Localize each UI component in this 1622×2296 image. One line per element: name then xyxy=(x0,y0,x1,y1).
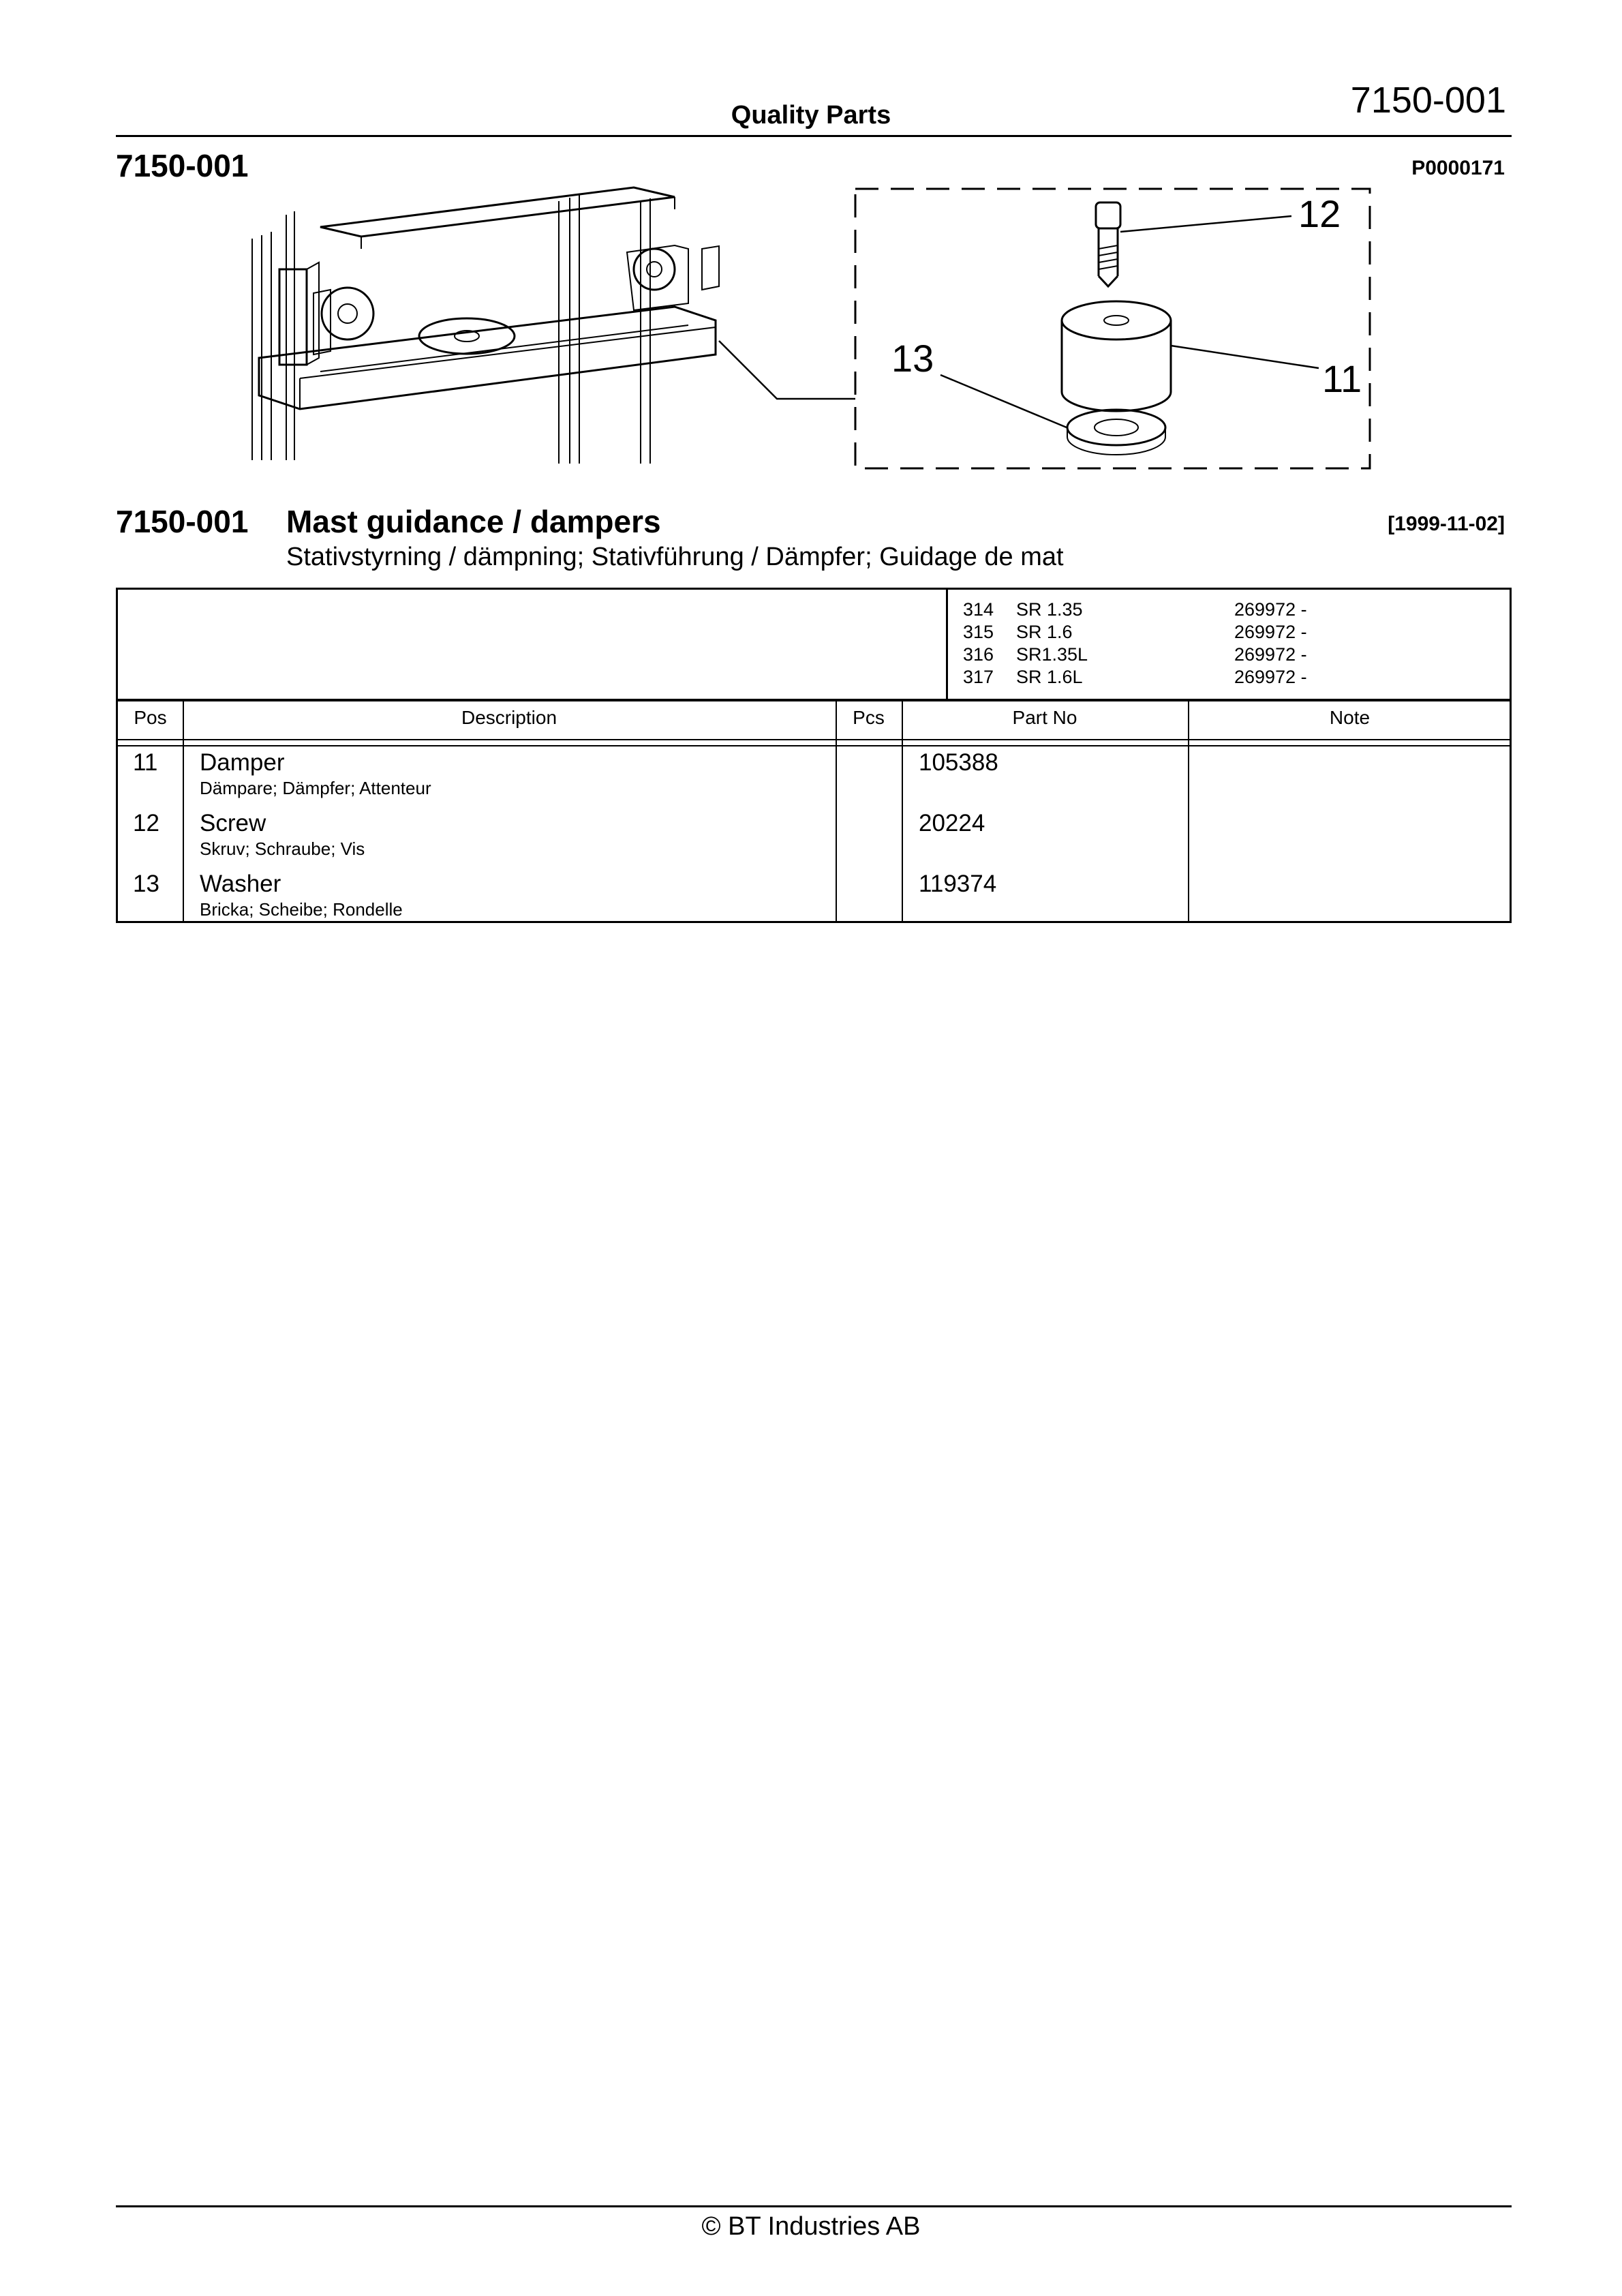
section-code: 7150-001 xyxy=(116,504,249,539)
header-title: Quality Parts xyxy=(731,101,891,130)
picture-id: P0000171 xyxy=(1411,157,1505,179)
row-part-no: 20224 xyxy=(919,810,985,836)
model-serial: 269972 - xyxy=(1234,599,1307,620)
model-number: 317 xyxy=(963,667,994,687)
model-row xyxy=(948,644,1493,666)
model-serial: 269972 - xyxy=(1234,667,1307,687)
row-translations: Bricka; Scheibe; Rondelle xyxy=(200,899,403,920)
column-divider xyxy=(902,701,903,921)
row-translations: Dämpare; Dämpfer; Attenteur xyxy=(200,778,431,798)
model-number: 315 xyxy=(963,622,994,642)
callout-11: 11 xyxy=(1322,357,1362,400)
row-description: Washer xyxy=(200,871,281,897)
row-pos: 12 xyxy=(133,810,159,836)
column-divider xyxy=(183,701,184,921)
model-applicability-table xyxy=(116,588,1512,701)
footer-divider xyxy=(116,2205,1512,2207)
column-header-pcs: Pcs xyxy=(853,707,885,728)
row-pos: 13 xyxy=(133,871,159,897)
screw-part-drawing xyxy=(1096,202,1120,286)
model-serial: 269972 - xyxy=(1234,644,1307,665)
row-description: Screw xyxy=(200,810,266,836)
mast-assembly-drawing xyxy=(252,187,855,464)
model-serial: 269972 - xyxy=(1234,622,1307,642)
row-translations: Skruv; Schraube; Vis xyxy=(200,839,365,859)
model-name: SR 1.6 xyxy=(1016,622,1073,642)
model-row xyxy=(948,622,1493,644)
row-part-no: 105388 xyxy=(919,749,998,776)
footer-copyright: © BT Industries AB xyxy=(701,2212,921,2241)
callout-13: 13 xyxy=(891,337,934,380)
callout-12: 12 xyxy=(1298,192,1341,235)
model-number: 314 xyxy=(963,599,994,620)
figure-number: 7150-001 xyxy=(116,148,249,183)
header-divider xyxy=(116,135,1512,137)
section-subtitle: Stativstyrning / dämpning; Stativführung / Dämpfer; Guidage de mat xyxy=(286,543,1064,571)
model-name: SR 1.35 xyxy=(1016,599,1083,620)
revision-date: [1999-11-02] xyxy=(1388,513,1505,535)
column-header-description: Description xyxy=(461,707,557,728)
column-divider xyxy=(836,701,837,921)
parts-table xyxy=(116,699,1512,923)
row-pos: 11 xyxy=(133,749,158,776)
header-rule xyxy=(118,745,1510,746)
exploded-view-illustration xyxy=(239,174,1383,477)
row-part-no: 119374 xyxy=(919,871,997,897)
page-number: 7150-001 xyxy=(1350,80,1506,121)
model-name: SR 1.6L xyxy=(1016,667,1083,687)
row-description: Damper xyxy=(200,749,285,776)
model-number: 316 xyxy=(963,644,994,665)
column-header-pos: Pos xyxy=(134,707,167,728)
column-header-note: Note xyxy=(1329,707,1371,728)
detail-view-frame xyxy=(855,189,1370,468)
column-header-part-no: Part No xyxy=(1012,707,1077,728)
model-list xyxy=(946,590,1514,699)
section-title: Mast guidance / dampers xyxy=(286,504,661,539)
model-row xyxy=(948,667,1493,689)
model-name: SR1.35L xyxy=(1016,644,1088,665)
model-row xyxy=(948,599,1493,621)
washer-part-drawing xyxy=(1067,410,1165,455)
column-divider xyxy=(1188,701,1189,921)
damper-part-drawing xyxy=(1062,301,1171,411)
header-rule xyxy=(118,739,1510,740)
